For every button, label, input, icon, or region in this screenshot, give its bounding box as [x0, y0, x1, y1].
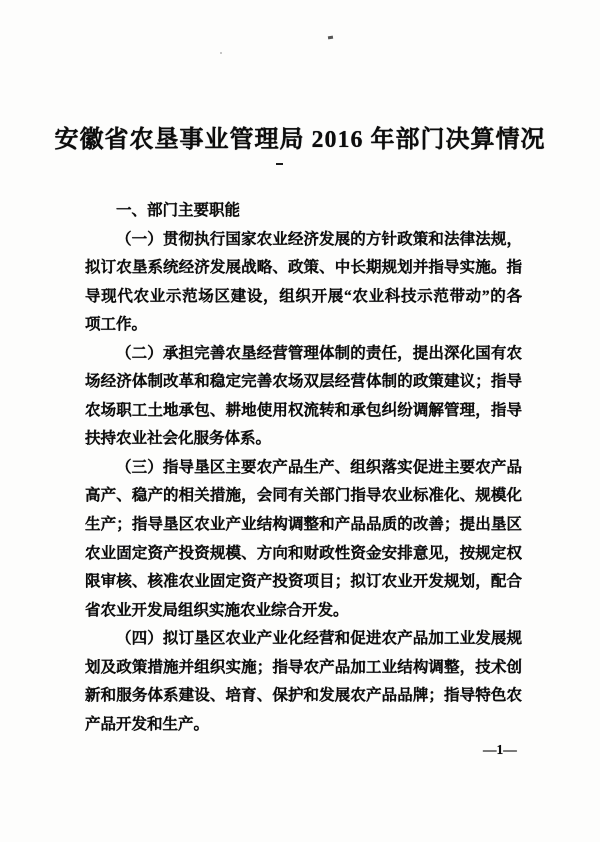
paragraph-line: （四）拟订垦区农业产业化经营和促进农产品加工业发展规	[116, 630, 522, 648]
paragraph-line: （一）贯彻执行国家农业经济发展的方针政策和法律法规，	[116, 230, 522, 248]
paragraph-line: 限审核、核准农业固定资产投资项目；拟订农业开发规划，配合	[85, 573, 522, 591]
paragraph-line: 新和服务体系建设、培育、保护和发展农产品品牌；指导特色农	[85, 687, 522, 705]
paragraph-line: 拟订农垦系统经济发展战略、政策、中长期规划并指导实施。指	[85, 259, 522, 277]
paragraph-line: 划及政策措施并组织实施；指导农产品加工业结构调整，技术创	[85, 658, 522, 676]
paragraph-line: 项工作。	[85, 316, 148, 334]
paragraph-line: 导现代农业示范场区建设，组织开展“农业科技示范带动”的各	[85, 287, 522, 305]
paragraph-line: 农场职工土地承包、耕地使用权流转和承包纠纷调解管理，指导	[85, 401, 522, 419]
document-body	[85, 197, 522, 739]
paragraph-line: 产品开发和生产。	[85, 715, 210, 733]
paragraph-line: 生产；指导垦区农业产业结构调整和产品品质的改善；提出垦区	[85, 516, 522, 534]
paragraph-line: 场经济体制改革和稳定完善农场双层经营体制的政策建议；指导	[85, 373, 522, 391]
section-heading: 一、部门主要职能	[116, 202, 241, 219]
paragraph-line: （三）指导垦区主要农产品生产、组织落实促进主要农产品	[116, 458, 522, 476]
title-underline-mark	[276, 163, 283, 165]
paragraph-line: 扶持农业社会化服务体系。	[85, 430, 272, 448]
scan-speck	[220, 52, 222, 54]
paragraph-line: （二）承担完善农垦经营管理体制的责任，提出深化国有农	[116, 344, 522, 362]
page-number: —1—	[483, 742, 517, 757]
scan-speck	[328, 36, 333, 40]
paragraph-line: 省农业开发局组织实施农业综合开发。	[85, 601, 349, 619]
document-title: 安徽省农垦事业管理局 2016 年部门决算情况	[54, 127, 546, 153]
paragraph-line: 农业固定资产投资规模、方向和财政性资金安排意见，按规定权	[85, 544, 522, 562]
paragraph-line: 高产、稳产的相关措施，会同有关部门指导农业标准化、规模化	[85, 487, 522, 505]
